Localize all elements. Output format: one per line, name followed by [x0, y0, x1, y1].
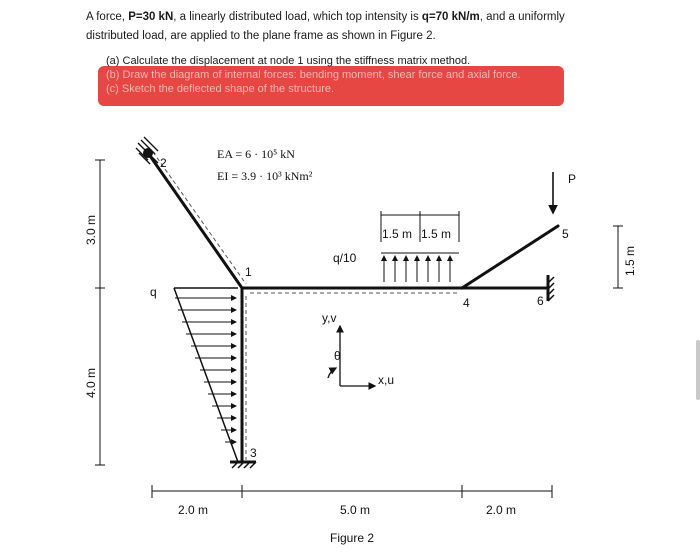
load-q-label: q [150, 285, 157, 299]
node-3-label: 3 [250, 446, 257, 460]
dim-left-upper-label: 3.0 m [84, 214, 98, 245]
force-value: P=30 kN [128, 11, 174, 23]
dashed-fibres [153, 152, 460, 460]
task-b: (b) Draw the diagram of internal forces: bending moment, shear force and axial force. [106, 69, 521, 81]
uniform-load [381, 253, 459, 282]
axis-x-label: x,u [378, 373, 395, 387]
member-4-5 [462, 226, 558, 288]
support-node-6 [548, 275, 554, 301]
dim-left-lower-label: 4.0 m [84, 367, 98, 398]
node-2-label: 2 [160, 156, 167, 170]
dim-top-left-label: 1.5 m [382, 227, 413, 241]
intro-prefix: A force, [86, 11, 129, 23]
ei-label: EI = 3.9 · 10³ kNm² [217, 169, 313, 183]
intro-mid1: , a linearly distributed load, which top intensity is [173, 11, 422, 23]
dim-bottom-left-label: 2.0 m [178, 503, 209, 517]
intro-line2: distributed load, are applied to the plane frame as shown in Figure 2. [86, 30, 436, 42]
node-4-label: 4 [463, 296, 470, 310]
load-p-label: P [568, 172, 577, 186]
node-1-label: 1 [245, 265, 252, 279]
axis-y-label: y,v [322, 311, 337, 325]
dim-top-right-label: 1.5 m [421, 227, 452, 241]
axis-theta-label: θ [334, 349, 341, 363]
intensity-value: q=70 kN/m [421, 11, 480, 23]
dimension-lines [95, 160, 623, 498]
ea-label: EA = 6 · 10⁵ kN [217, 147, 295, 161]
scrollbar[interactable] [696, 340, 700, 400]
triangular-load [174, 288, 238, 462]
task-a: (a) Calculate the displacement at node 1 using the stiffness matrix method. [106, 55, 471, 67]
load-q10-label: q/10 [333, 251, 357, 265]
frame-members [148, 153, 558, 462]
figure-caption: Figure 2 [330, 531, 375, 545]
node-5-label: 5 [562, 227, 569, 241]
support-node-3 [230, 462, 256, 468]
support-node-2 [136, 137, 158, 164]
dim-bottom-right-label: 2.0 m [486, 503, 517, 517]
task-c: (c) Sketch the deflected shape of the structure. [106, 83, 335, 95]
node-6-label: 6 [537, 294, 544, 308]
intro-mid2: , and a uniformly [479, 11, 565, 23]
dim-right-label: 1.5 m [623, 245, 637, 276]
dim-bottom-mid-label: 5.0 m [340, 503, 371, 517]
